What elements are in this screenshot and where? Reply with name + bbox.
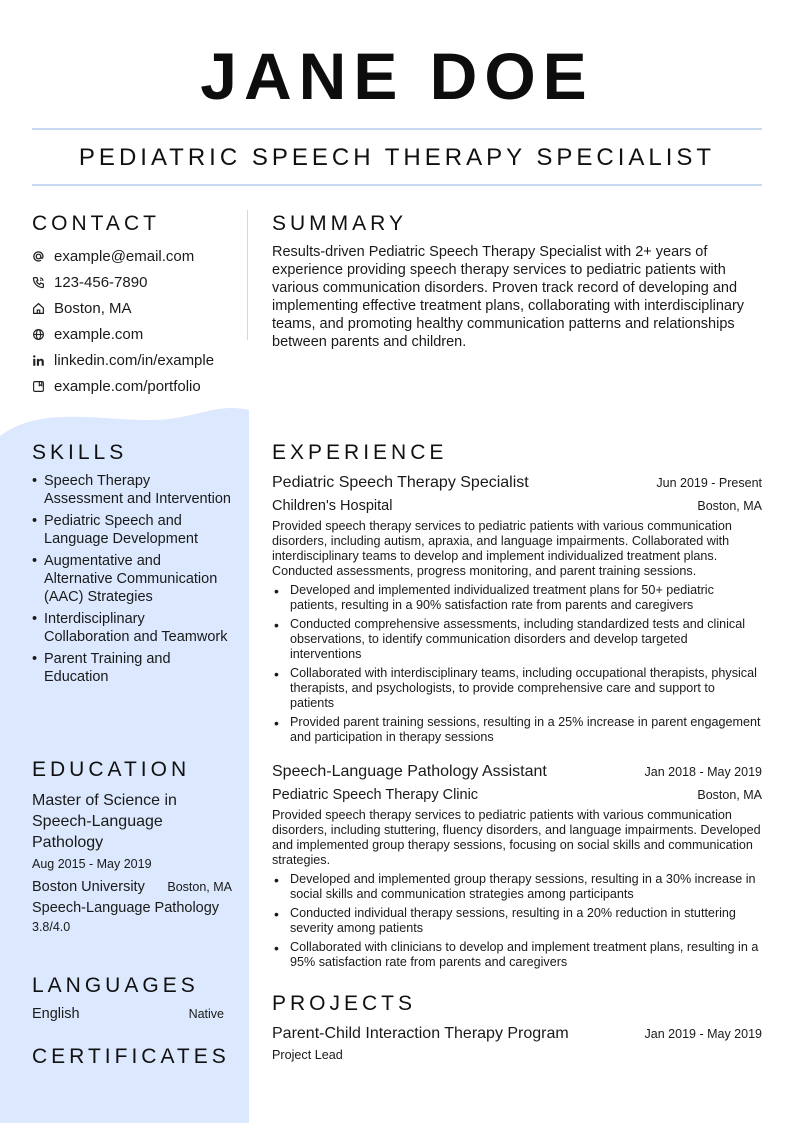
job-bullets <box>272 583 762 745</box>
school-row <box>32 877 232 897</box>
field-of-study: Speech-Language Pathology <box>32 900 220 916</box>
job-title: PEDIATRIC SPEECH THERAPY SPECIALIST <box>78 144 716 171</box>
job-role: Pediatric Speech Therapy Specialist <box>272 474 529 491</box>
job-location: Boston, MA <box>697 499 762 513</box>
globe-icon <box>32 328 54 341</box>
skill-item: • Speech Therapy Assessment and Intervention <box>32 472 232 508</box>
contact-portfolio[interactable] <box>32 373 242 399</box>
contact-location-text: Boston, MA <box>54 299 132 317</box>
contact-phone[interactable] <box>32 269 242 295</box>
linkedin-icon <box>32 354 54 367</box>
summary-text: Results-driven Pediatric Speech Therapy Specialist with 2+ years of experience providing speech therapy services to pediatric patients with various communication disorders. Proven track record of developing and implementing effective treatment plans, collaborating with interdisciplinary teams, and promoting healthy communication patterns and relationships between parents and children. <box>272 244 745 350</box>
skill-item: • Pediatric Speech and Language Development <box>32 512 232 548</box>
skill-item: • Parent Training and Education <box>32 650 232 686</box>
skill-item: • Augmentative and Alternative Communication (AAC) Strategies <box>32 552 232 606</box>
job-description: Provided speech therapy services to pediatric patients with various communication disorders, including autism, apraxia, and language impairments. Collaborated with interdisciplinary teams to develop and implement individualized treatment plans. Conducted assessments, progress monitoring, and parent training sessions. <box>272 519 732 578</box>
contact-location <box>32 295 242 321</box>
contact-email-text: example@email.com <box>54 247 195 265</box>
language-name: English <box>32 1006 80 1022</box>
job-bullet: • Developed and implemented group therapy sessions, resulting in a 30% increase in social skills and communication strategies among participants <box>272 872 762 902</box>
contact-heading: CONTACT <box>32 212 160 235</box>
job-entry <box>272 761 762 974</box>
experience-heading: EXPERIENCE <box>272 441 448 464</box>
contact-linkedin-text: linkedin.com/in/example <box>54 351 215 369</box>
project-name: Parent-Child Interaction Therapy Program <box>272 1025 569 1042</box>
projects-heading: PROJECTS <box>272 992 417 1015</box>
contact-phone-text: 123-456-7890 <box>54 273 148 291</box>
contact-website[interactable] <box>32 321 242 347</box>
job-dates: Jun 2019 - Present <box>656 476 762 490</box>
skills-list <box>32 472 232 690</box>
job-bullets <box>272 872 762 970</box>
degree: Master of Science in Speech-Language Pathology <box>32 792 177 851</box>
languages-heading: LANGUAGES <box>32 974 199 997</box>
job-bullet: • Conducted comprehensive assessments, including standardized tests and clinical observations, to identify communication disorders and develop targeted interventions <box>272 617 762 662</box>
school-location: Boston, MA <box>167 880 232 894</box>
job-location: Boston, MA <box>697 788 762 802</box>
skills-heading: SKILLS <box>32 441 128 464</box>
column-divider <box>247 210 248 340</box>
project-role: Project Lead <box>272 1048 343 1062</box>
education-heading: EDUCATION <box>32 758 191 781</box>
skill-item: • Interdisciplinary Collaboration and Teamwork <box>32 610 232 646</box>
certificates-heading: CERTIFICATES <box>32 1045 230 1068</box>
phone-icon <box>32 276 54 289</box>
contact-linkedin[interactable] <box>32 347 242 373</box>
gpa: 3.8/4.0 <box>32 920 71 934</box>
language-item <box>32 1006 224 1022</box>
language-level: Native <box>188 1007 224 1021</box>
job-bullet: • Conducted individual therapy sessions, resulting in a 20% reduction in stuttering severity among patients <box>272 906 762 936</box>
contact-list <box>32 243 242 399</box>
header-top-rule <box>32 128 762 130</box>
at-icon <box>32 250 54 263</box>
job-bullet: • Collaborated with interdisciplinary teams, including occupational therapists, physical therapists, and psychologists, to provide comprehensive care and support to patients <box>272 666 762 711</box>
summary-heading: SUMMARY <box>272 212 407 235</box>
job-bullet: • Developed and implemented individualized treatment plans for 50+ pediatric patients, resulting in a 90% satisfaction rate from parents and caregivers <box>272 583 762 613</box>
job-bullet: • Provided parent training sessions, resulting in a 25% increase in parent engagement and participation in therapy sessions <box>272 715 762 745</box>
project-dates: Jan 2019 - May 2019 <box>644 1027 762 1041</box>
project-entry <box>272 1023 762 1065</box>
job-entry <box>272 472 762 749</box>
job-description: Provided speech therapy services to pediatric patients with various communication disorders, including stuttering, fluency disorders, and language impairments. Developed and implemented group therapy sessions, focusing on social skills and communication strategies. <box>272 808 761 867</box>
job-role: Speech-Language Pathology Assistant <box>272 763 547 780</box>
candidate-name: JANE DOE <box>200 39 594 113</box>
job-dates: Jan 2018 - May 2019 <box>644 765 762 779</box>
contact-website-text: example.com <box>54 325 144 343</box>
job-bullet: • Collaborated with clinicians to develop and implement treatment plans, resulting in a 95% satisfaction rate from parents and caregivers <box>272 940 762 970</box>
portfolio-icon <box>32 380 54 393</box>
home-icon <box>32 302 54 315</box>
education-entry <box>32 790 232 936</box>
education-dates: Aug 2015 - May 2019 <box>32 857 152 871</box>
job-company: Pediatric Speech Therapy Clinic <box>272 787 479 803</box>
contact-portfolio-text: example.com/portfolio <box>54 377 201 395</box>
contact-email[interactable] <box>32 243 242 269</box>
header-bottom-rule <box>32 184 762 186</box>
job-company: Children's Hospital <box>272 498 393 514</box>
school-name: Boston University <box>32 879 145 895</box>
